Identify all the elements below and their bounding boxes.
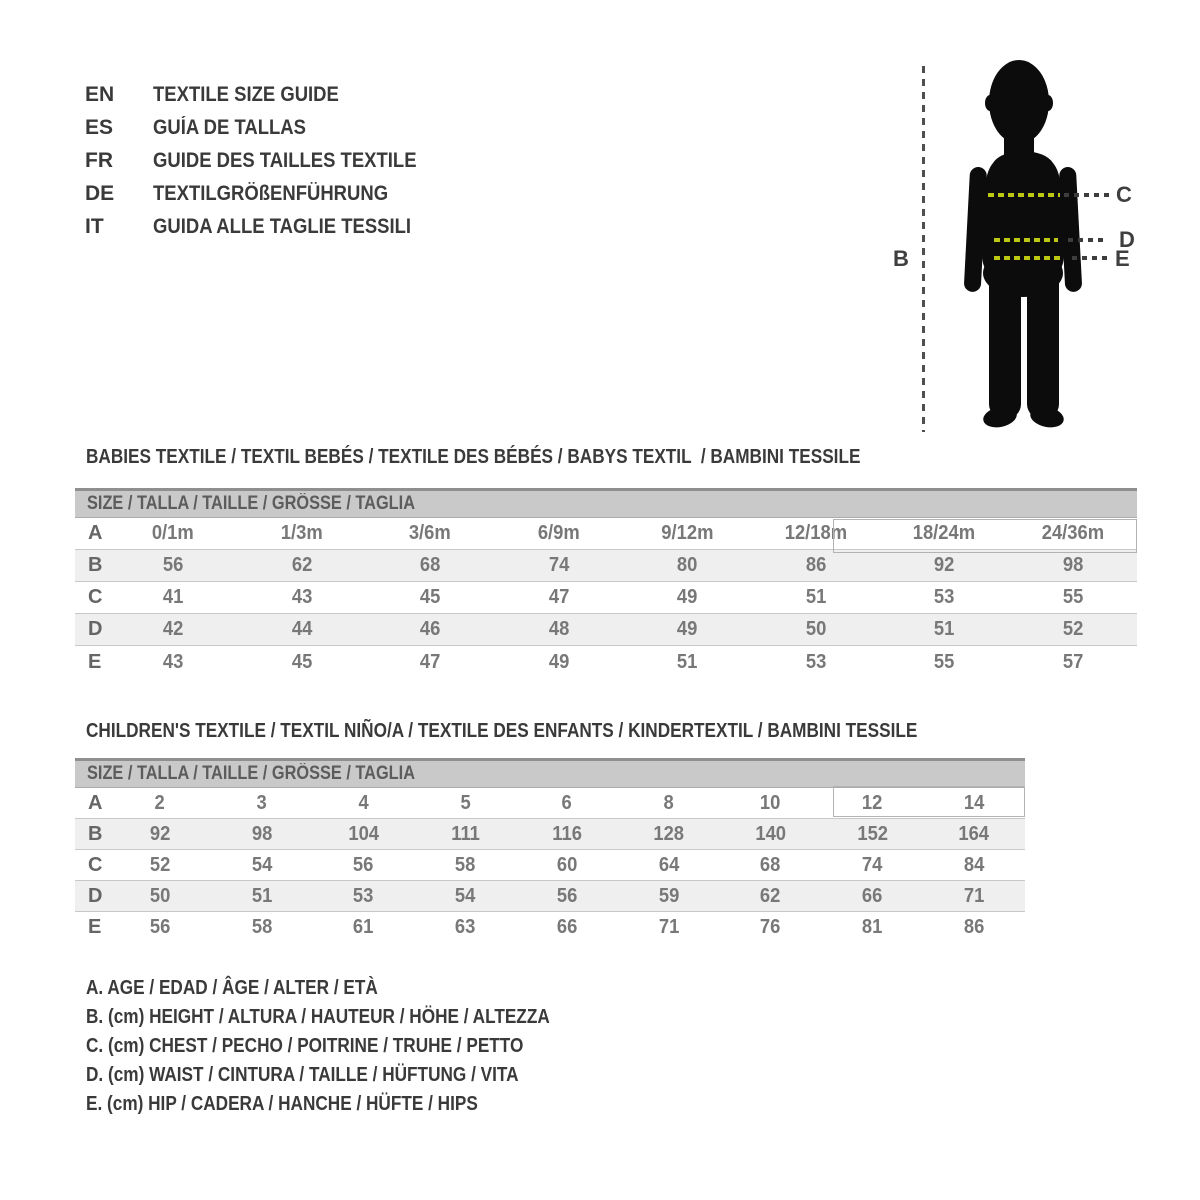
table-cell: 71	[963, 884, 985, 907]
label-chest-c: C	[1116, 182, 1132, 207]
table-cell: 64	[658, 853, 680, 876]
table-cell: 9/12m	[661, 522, 714, 544]
table-cell: 6	[561, 791, 573, 814]
table-cell: 41	[163, 586, 184, 608]
hip-line-green	[994, 256, 1064, 260]
label-waist-d: D	[1119, 227, 1135, 252]
table-cell: 51	[251, 884, 272, 907]
children-section-title: CHILDREN'S TEXTILE / TEXTIL NIÑO/A / TEXTILE DES ENFANTS / KINDERTEXTIL / BAMBINI TESSILE	[86, 720, 918, 742]
table-row	[75, 582, 1137, 614]
table-cell: 6/9m	[537, 522, 580, 544]
table-cell: 54	[251, 853, 272, 876]
table-cell: 46	[420, 618, 441, 640]
table-cell: 62	[760, 884, 781, 907]
row-label: A	[88, 791, 103, 814]
table-cell: 51	[934, 618, 955, 640]
legend-item: A. AGE / EDAD / ÂGE / ALTER / ETÀ	[86, 977, 378, 999]
language-row	[85, 210, 452, 243]
measurement-legend	[86, 974, 625, 1119]
table-cell: 1/3m	[280, 522, 323, 544]
table-cell: 58	[454, 853, 476, 876]
chest-line-green	[988, 193, 1060, 197]
table-cell: 49	[548, 650, 569, 673]
hip-line-pointer	[1072, 256, 1108, 260]
table-cell: 164	[958, 822, 990, 845]
table-cell: 84	[963, 853, 985, 876]
table-cell: 8	[663, 791, 674, 814]
table-cell: 50	[149, 884, 171, 907]
row-label: B	[88, 554, 103, 576]
table-cell: 140	[755, 822, 786, 845]
table-cell: 5	[460, 791, 471, 814]
table-cell: 66	[862, 884, 883, 907]
table-cell: 44	[291, 618, 312, 640]
language-row	[85, 78, 452, 111]
table-cell: 74	[548, 554, 569, 576]
table-cell: 62	[291, 554, 312, 576]
table-row	[75, 819, 1025, 850]
table-cell: 3/6m	[409, 522, 452, 544]
table-cell: 116	[552, 822, 582, 845]
row-label: C	[88, 586, 103, 608]
label-height-b: B	[893, 246, 909, 271]
language-label: GUIDA ALLE TAGLIE TESSILI	[153, 214, 412, 238]
language-label: TEXTILGRÖßENFÜHRUNG	[153, 181, 389, 205]
table-cell: 55	[1062, 586, 1083, 608]
table-row	[75, 912, 1025, 943]
table-cell: 51	[805, 586, 826, 608]
language-code: DE	[85, 181, 115, 205]
table-cell: 68	[760, 853, 781, 876]
table-cell: 58	[251, 916, 272, 938]
chest-line-pointer	[1064, 193, 1110, 197]
row-label: E	[88, 650, 102, 673]
language-label: GUIDE DES TAILLES TEXTILE	[153, 148, 417, 172]
table-cell: 66	[556, 916, 578, 938]
table-cell: 48	[548, 618, 569, 640]
language-label: GUÍA DE TALLAS	[153, 115, 306, 139]
table-cell: 49	[677, 586, 698, 608]
children-size-header: SIZE / TALLA / TAILLE / GRÖSSE / TAGLIA	[75, 758, 1025, 788]
table-cell: 53	[353, 884, 374, 907]
legend-item: E. (cm) HIP / CADERA / HANCHE / HÜFTE / HIPS	[86, 1093, 478, 1115]
table-cell: 3	[256, 791, 267, 814]
language-code: FR	[85, 148, 113, 172]
table-row	[75, 550, 1137, 582]
table-cell: 52	[149, 853, 171, 876]
table-cell: 111	[450, 822, 480, 845]
table-cell: 104	[348, 822, 379, 845]
table-cell: 47	[548, 586, 569, 608]
child-silhouette-icon	[940, 55, 1110, 435]
table-cell: 86	[805, 554, 826, 576]
table-row	[75, 614, 1137, 646]
table-cell: 0/1m	[152, 522, 195, 544]
table-cell: 18/24m	[913, 522, 976, 544]
table-row	[75, 881, 1025, 912]
table-cell: 43	[163, 650, 184, 673]
language-label: TEXTILE SIZE GUIDE	[153, 82, 339, 106]
table-cell: 56	[149, 916, 171, 938]
table-cell: 45	[420, 586, 441, 608]
children-highlight-box	[833, 786, 1025, 817]
table-cell: 50	[805, 618, 826, 640]
language-row	[85, 177, 452, 210]
legend-item: B. (cm) HEIGHT / ALTURA / HAUTEUR / HÖHE / ALTEZZA	[86, 1006, 550, 1028]
table-cell: 56	[353, 853, 374, 876]
table-cell: 2	[154, 791, 165, 814]
table-cell: 74	[862, 853, 883, 876]
row-label: D	[88, 618, 103, 640]
table-cell: 63	[454, 916, 476, 938]
language-code: ES	[85, 115, 114, 139]
table-cell: 55	[934, 650, 955, 673]
legend-item: C. (cm) CHEST / PECHO / POITRINE / TRUHE / PETTO	[86, 1035, 524, 1057]
table-cell: 128	[653, 822, 685, 845]
row-label: D	[88, 884, 103, 907]
table-cell: 71	[658, 916, 680, 938]
babies-size-header: SIZE / TALLA / TAILLE / GRÖSSE / TAGLIA	[75, 488, 1137, 518]
table-cell: 152	[856, 822, 888, 845]
row-label: B	[88, 822, 103, 845]
table-cell: 24/36m	[1041, 522, 1104, 544]
table-cell: 12	[862, 791, 883, 814]
row-label: E	[88, 916, 102, 938]
babies-highlight-box	[833, 519, 1137, 553]
table-cell: 86	[963, 916, 985, 938]
waist-line-green	[994, 238, 1058, 242]
table-cell: 10	[760, 791, 781, 814]
language-list	[85, 78, 452, 243]
language-code: IT	[85, 214, 104, 238]
children-table	[75, 758, 1025, 943]
table-row	[75, 850, 1025, 881]
language-row	[85, 111, 452, 144]
table-cell: 98	[1062, 554, 1083, 576]
table-cell: 92	[934, 554, 955, 576]
table-cell: 57	[1062, 650, 1083, 673]
language-row	[85, 144, 452, 177]
height-measure-line	[922, 66, 925, 432]
table-cell: 80	[677, 554, 698, 576]
legend-item: D. (cm) WAIST / CINTURA / TAILLE / HÜFTUNG / VITA	[86, 1064, 519, 1086]
table-cell: 68	[420, 554, 441, 576]
table-cell: 59	[658, 884, 680, 907]
babies-table	[75, 488, 1137, 678]
table-cell: 51	[677, 650, 698, 673]
waist-line-pointer	[1068, 238, 1106, 242]
table-cell: 60	[556, 853, 578, 876]
table-cell: 56	[556, 884, 578, 907]
table-cell: 4	[358, 791, 369, 814]
table-cell: 47	[420, 650, 441, 673]
table-cell: 81	[862, 916, 883, 938]
babies-section-title: BABIES TEXTILE / TEXTIL BEBÉS / TEXTILE DES BÉBÉS / BABYS TEXTIL / BAMBINI TESSILE	[86, 446, 861, 468]
table-cell: 42	[163, 618, 184, 640]
table-cell: 61	[353, 916, 374, 938]
language-code: EN	[85, 82, 115, 106]
table-cell: 54	[454, 884, 476, 907]
row-label: A	[88, 522, 103, 544]
table-cell: 52	[1062, 618, 1083, 640]
row-label: C	[88, 853, 103, 876]
table-row	[75, 646, 1137, 678]
table-cell: 98	[251, 822, 272, 845]
table-cell: 43	[291, 586, 312, 608]
table-cell: 14	[963, 791, 985, 814]
table-cell: 12/18m	[784, 522, 847, 544]
table-cell: 49	[677, 618, 698, 640]
table-cell: 53	[805, 650, 826, 673]
label-hip-e: E	[1115, 246, 1130, 271]
table-cell: 76	[760, 916, 781, 938]
table-cell: 56	[163, 554, 184, 576]
table-cell: 45	[291, 650, 312, 673]
table-cell: 53	[934, 586, 955, 608]
table-cell: 92	[149, 822, 171, 845]
